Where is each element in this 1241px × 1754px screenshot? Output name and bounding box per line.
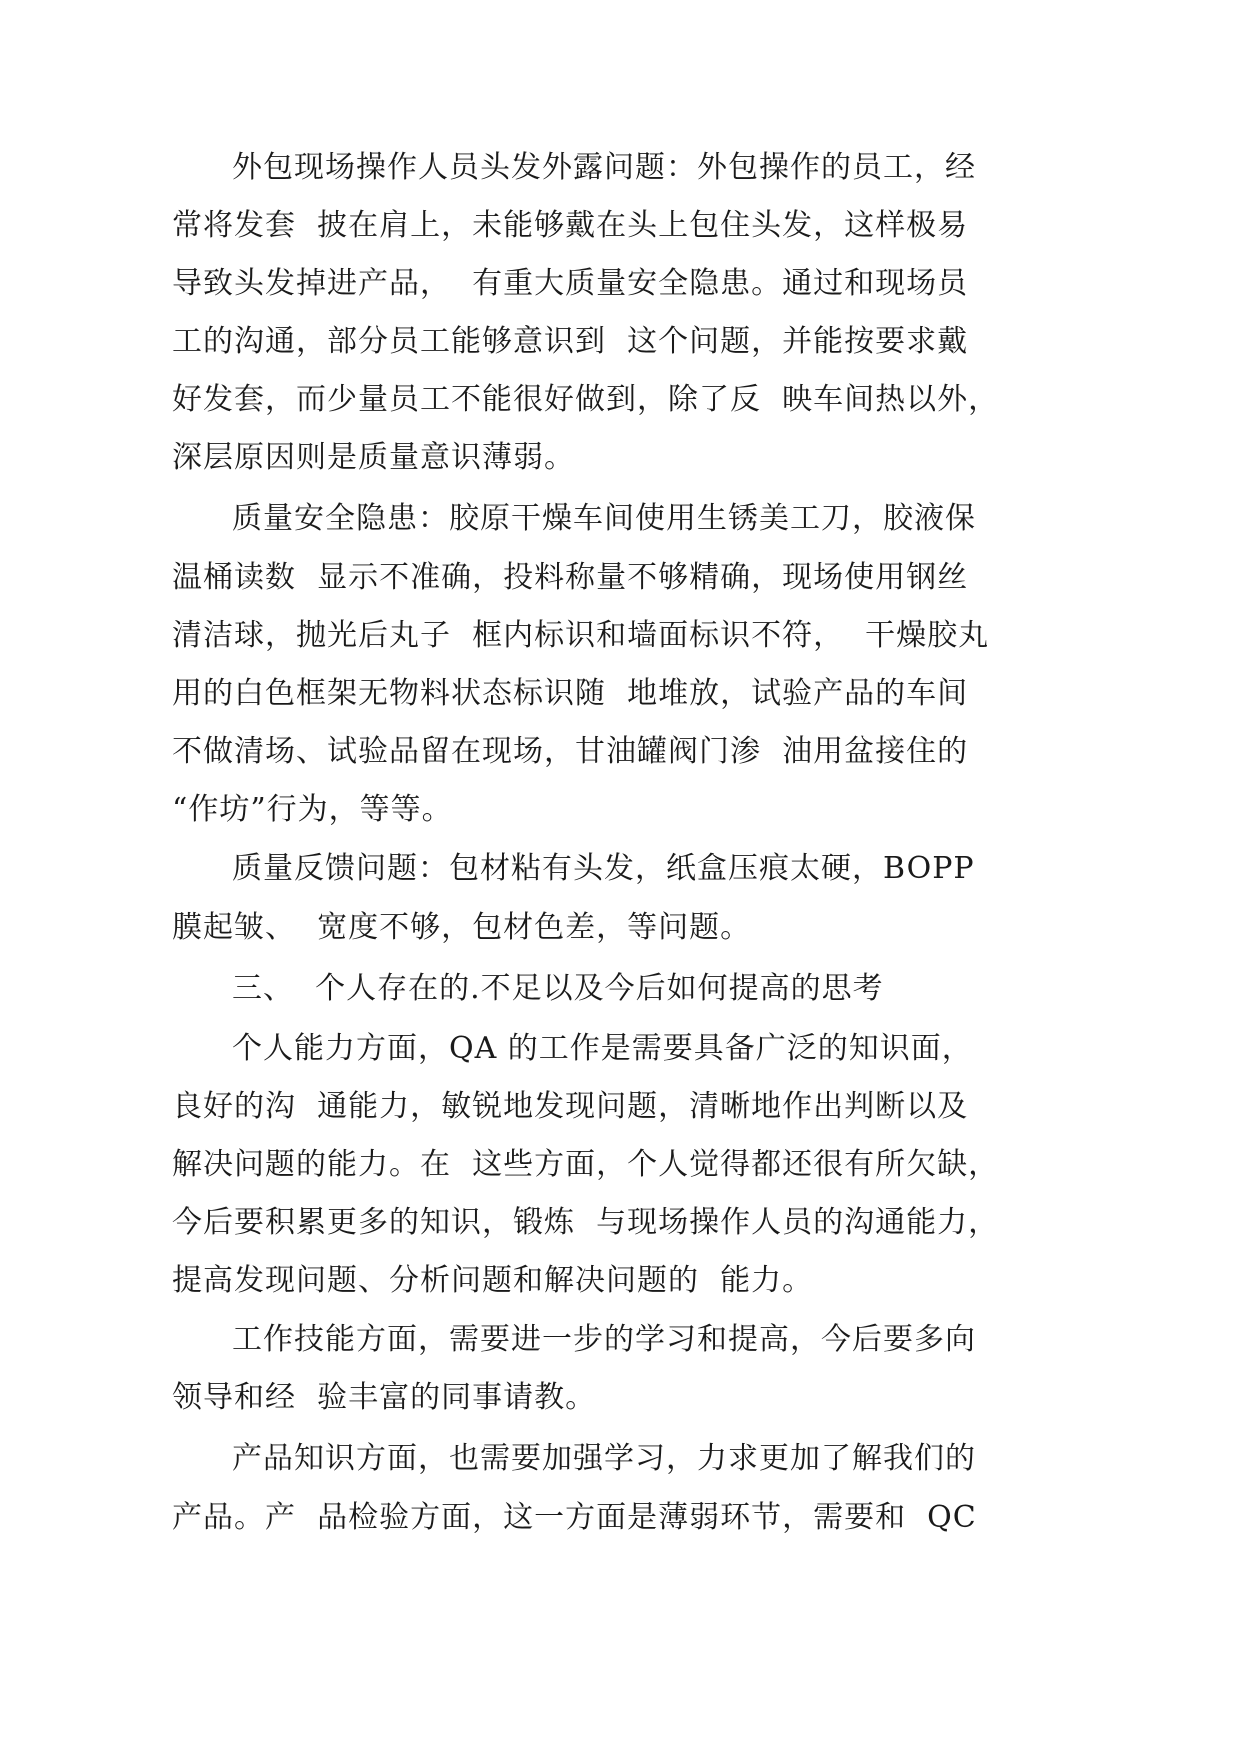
- paragraph-line: 个人能力方面，QA 的工作是需要具备广泛的知识面，: [232, 1031, 973, 1066]
- paragraph-line: 领导和经 验丰富的同事请教。: [172, 1380, 597, 1415]
- paragraph-line: 解决问题的能力。在 这些方面，个人觉得都还很有所欠缺，: [172, 1147, 1000, 1182]
- paragraph-line: 产品。产 品检验方面，这一方面是薄弱环节，需要和 QC: [172, 1500, 977, 1535]
- paragraph-line: 温桶读数 显示不准确，投料称量不够精确，现场使用钢丝: [172, 560, 969, 595]
- paragraph-line: 良好的沟 通能力，敏锐地发现问题，清晰地作出判断以及: [172, 1089, 969, 1124]
- section-heading-text: 三、 个人存在的.不足以及今后如何提高的思考: [232, 971, 884, 1006]
- paragraph-line: 工的沟通，部分员工能够意识到 这个问题，并能按要求戴: [172, 324, 969, 359]
- paragraph-line: 用的白色框架无物料状态标识随 地堆放，试验产品的车间: [172, 676, 969, 711]
- paragraph-line: 不做清场、试验品留在现场，甘油罐阀门渗 油用盆接住的: [172, 734, 969, 769]
- paragraph-line: 外包现场操作人员头发外露问题：外包操作的员工，经: [232, 150, 976, 185]
- paragraph-line: 好发套，而少量员工不能很好做到，除了反 映车间热以外，: [172, 382, 1000, 417]
- paragraph-line: 今后要积累更多的知识，锻炼 与现场操作人员的沟通能力，: [172, 1205, 1000, 1240]
- paragraph-line: 导致头发掉进产品， 有重大质量安全隐患。通过和现场员: [172, 266, 969, 301]
- paragraph-line: 膜起皱、 宽度不够，包材色差，等问题。: [172, 910, 752, 945]
- paragraph-line: 提高发现问题、分析问题和解决问题的 能力。: [172, 1263, 814, 1298]
- paragraph-line: 产品知识方面，也需要加强学习，力求更加了解我们的: [232, 1441, 976, 1476]
- paragraph-line: 深层原因则是质量意识薄弱。: [172, 440, 575, 475]
- paragraph-line: 清洁球，抛光后丸子 框内标识和墙面标识不符， 干燥胶丸: [172, 618, 990, 653]
- paragraph-line: 质量安全隐患：胶原干燥车间使用生锈美工刀，胶液保: [232, 501, 976, 536]
- paragraph-line: 质量反馈问题：包材粘有头发，纸盒压痕太硬，BOPP: [232, 851, 975, 886]
- paragraph-line: 常将发套 披在肩上，未能够戴在头上包住头发，这样极易: [172, 208, 969, 243]
- paragraph-line: 工作技能方面，需要进一步的学习和提高，今后要多向: [232, 1322, 976, 1357]
- paragraph-line: “作坊”行为，等等。: [172, 792, 453, 827]
